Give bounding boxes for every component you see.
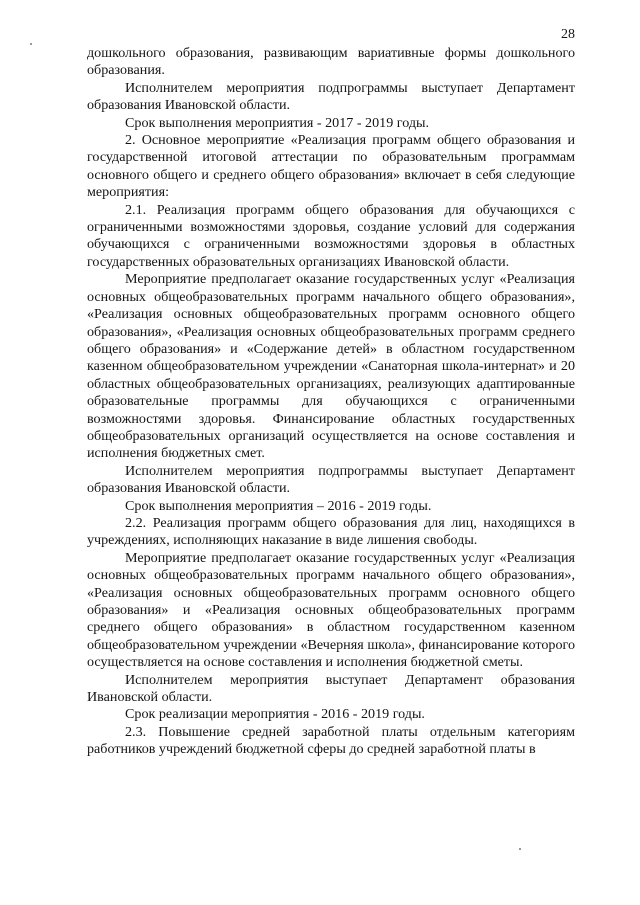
paragraph-continuation: дошкольного образования, развивающим вариативные формы дошкольного образования.: [87, 45, 575, 79]
paragraph-term: Срок выполнения мероприятия – 2016 - 2019 годы.: [125, 497, 432, 514]
scan-speck: [519, 848, 521, 850]
paragraph-measure-2-2: 2.2. Реализация программ общего образования для лиц, находящихся в учреждениях, исполняющих наказание в виде лишения свободы.: [87, 514, 575, 549]
paragraph-services-2-2: Мероприятие предполагает оказание государственных услуг «Реализация основных общеобразовательных программ начального общего образования», «Реализация основных общеобразовательных программ основного общего образования» и «Реализация основных общеобразовательных программ среднего общего образования» в областном государственном казенном общеобразовательном учреждении «Вечерняя школа», финансирование которого осуществляется на основе составления и исполнения бюджетной сметы.: [87, 549, 575, 671]
paragraph-term: Срок выполнения мероприятия - 2017 - 2019 годы.: [125, 114, 429, 131]
paragraph-executor: Исполнителем мероприятия выступает Департамент образования Ивановской области.: [87, 671, 575, 706]
scan-speck: [30, 43, 32, 45]
paragraph-measure-2-3: 2.3. Повышение средней заработной платы отдельным категориям работников учреждений бюджетной сферы до средней заработной платы в: [87, 723, 575, 758]
paragraph-executor: Исполнителем мероприятия подпрограммы выступает Департамент образования Ивановской области.: [87, 79, 575, 114]
paragraph-executor: Исполнителем мероприятия подпрограммы выступает Департамент образования Ивановской области.: [87, 462, 575, 497]
paragraph-main-measure-2: 2. Основное мероприятие «Реализация программ общего образования и государственной итоговой аттестации по образовательным программам основного общего и среднего общего образования» включает в себя следующие мероприятия:: [87, 132, 575, 201]
paragraph-term: Срок реализации мероприятия - 2016 - 2019 годы.: [125, 706, 425, 723]
paragraph-measure-2-1: 2.1. Реализация программ общего образования для обучающихся с ограниченными возможностями здоровья, создание условий для содержания обучающихся с ограниченными возможностями здоровья в областных государственных образовательных организациях Ивановской области.: [87, 201, 575, 270]
document-body: [87, 45, 575, 759]
paragraph-services-2-1: Мероприятие предполагает оказание государственных услуг «Реализация основных общеобразовательных программ начального общего образования», «Реализация основных общеобразовательных программ основного общего образования», «Реализация основных общеобразовательных программ среднего общего образования» и «Содержание детей» в областном государственном казенном общеобразовательном учреждении «Санаторная школа-интернат» и 20 областных общеобразовательных организациях, реализующих адаптированные образовательные программы для обучающихся с ограниченными возможностями здоровья. Финансирование областных государственных общеобразовательных организаций осуществляется на основе составления и исполнения бюджетных смет.: [87, 271, 575, 462]
page-number: 28: [561, 27, 575, 42]
